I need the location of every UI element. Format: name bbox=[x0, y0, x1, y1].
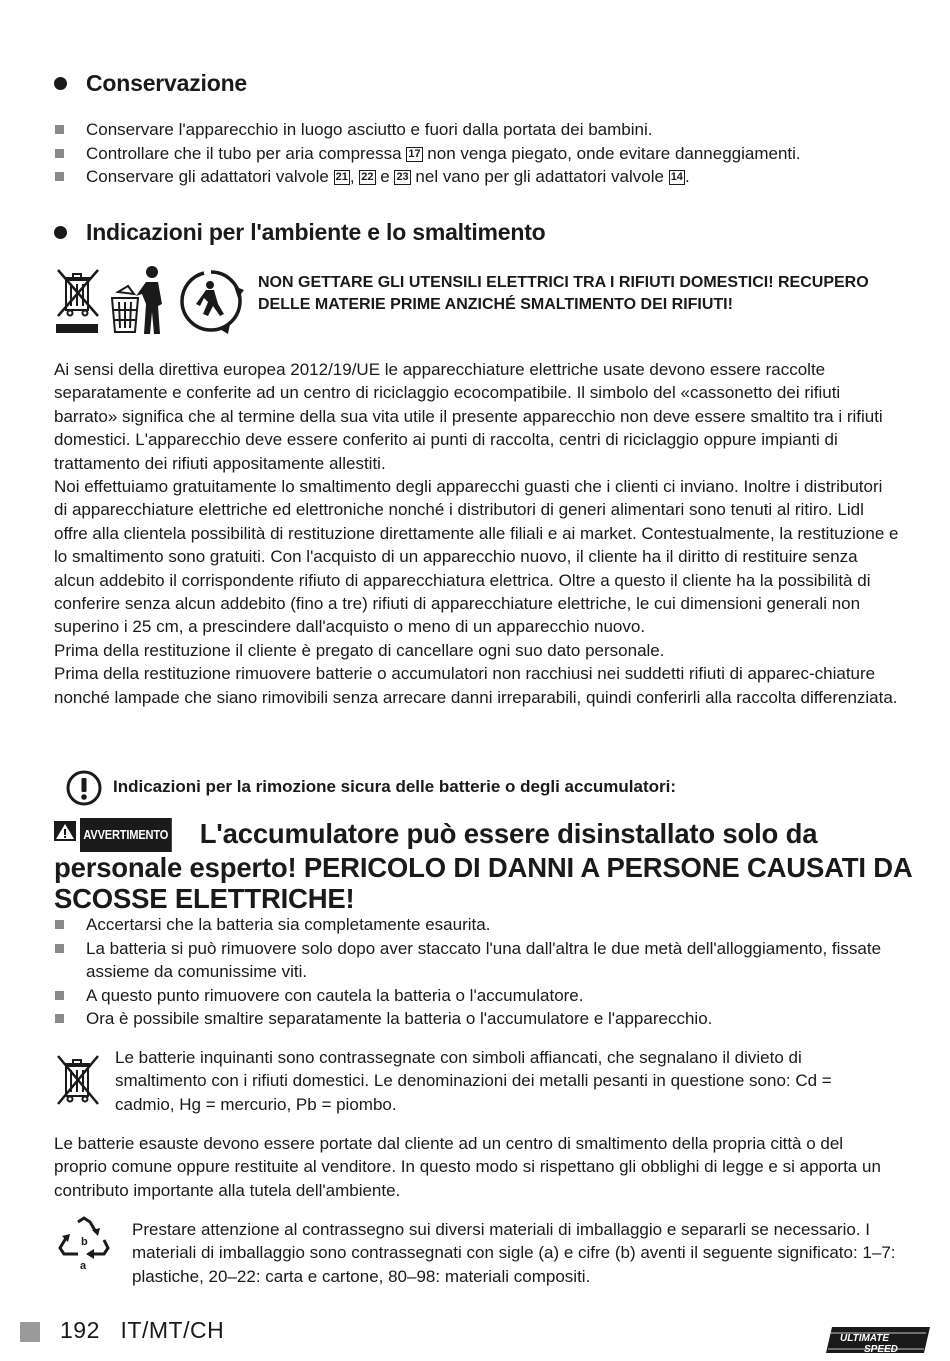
paragraph: Prima della restituzione rimuovere batterie o accumulatori non racchiusi nei suddetti rifiuti di apparec-chiature nonché lampade che siano rimovibili senza arrecare danni irreparabili, quindi conferirli alla raccolta differenziata. bbox=[54, 664, 898, 707]
recycle-b-label: b bbox=[81, 1236, 88, 1248]
list-item: Ora è possibile smaltire separatamente la batteria o l'accumulatore e l'apparecchio. bbox=[54, 1007, 904, 1031]
ultimate-speed-logo bbox=[826, 1325, 930, 1355]
list-item-text: nel vano per gli adattatori valvole bbox=[410, 167, 669, 186]
list-item: La batteria si può rimuovere solo dopo aver staccato l'una dall'altra le due metà dell'alloggiamento, fissate assieme da comunissime viti. bbox=[54, 937, 904, 984]
warning-triangle-icon bbox=[54, 821, 76, 841]
storage-list bbox=[54, 118, 904, 189]
ref-number: 23 bbox=[396, 171, 409, 183]
battery-notice-title: Indicazioni per la rimozione sicura delle batterie o degli accumulatori: bbox=[113, 777, 677, 796]
heavy-metals-text: Le batterie inquinanti sono contrassegnate con simboli affiancati, che segnalano il divieto di smaltimento con i rifiuti domestici. Le denominazioni dei metalli pesanti in questione sono: Cd = cadmio, Hg = mercurio, Pb = piombo. bbox=[115, 1048, 832, 1114]
logo-line2: SPEED bbox=[864, 1344, 898, 1355]
footer-page-info bbox=[60, 1317, 224, 1344]
paragraph: Noi effettuiamo gratuitamente lo smaltimento degli apparecchi guasti che i clienti ci inviano. Inoltre i distributori di apparecchiature elettriche ed elettroniche nonché i distributori di generi alimentari sono tenuti al ritiro. Lidl offre alla clientela possibilità di restituzione direttamente alle filiali e ai market. Contestualmente, la restituzione e lo smaltimento sono gratuiti. Con l'acquisto di un apparecchio nuovo, il cliente ha il diritto di restituire senza alcun addebito il corrispondente rifiuto di apparecchiatura elettrica. Oltre a questo il cliente ha la possibilità di conferire senza alcun addebito (fino a tre) rifiuti di apparecchiature elettriche, le cui dimensioni generali non superino i 25 cm, a prescindere dall'acquisto o meno di un apparecchio nuovo. bbox=[54, 477, 899, 637]
big-warning bbox=[54, 818, 914, 915]
recycle-a-label: a bbox=[80, 1260, 87, 1272]
list-item bbox=[54, 165, 904, 189]
warning-label: AVVERTIMENTO bbox=[80, 818, 172, 852]
heading-storage bbox=[54, 70, 247, 97]
ref-number: 21 bbox=[335, 171, 348, 183]
heading-environment bbox=[54, 219, 546, 246]
environment-warning: NON GETTARE GLI UTENSILI ELETTRICI TRA I RIFIUTI DOMESTICI! RECUPERO DELLE MATERIE PRIME ANZICHÉ SMALTIMENTO DEI RIFIUTI! bbox=[258, 274, 869, 313]
paragraph: Prima della restituzione il cliente è pregato di cancellare ogni suo dato personale. bbox=[54, 640, 665, 660]
logo-line1: ULTIMATE bbox=[840, 1333, 890, 1344]
list-item-text: non venga piegato, onde evitare danneggiamenti. bbox=[422, 143, 801, 163]
bullet-dot-icon bbox=[54, 77, 67, 90]
recycle-symbol-icon bbox=[178, 268, 244, 334]
environment-text bbox=[54, 358, 899, 709]
list-item-text: , bbox=[349, 167, 360, 186]
disposal-text: Le batterie esauste devono essere portate dal cliente ad un centro di smaltimento della propria città o del proprio comune oppure restituite al venditore. In questo modo si rispettano gli obblighi di legge e si apporta un contributo importante alla tutela dell'ambiente. bbox=[54, 1134, 881, 1200]
person-bin-icon bbox=[108, 264, 168, 336]
footer-marker bbox=[20, 1322, 40, 1342]
exclamation-circle-icon bbox=[66, 770, 102, 806]
paragraph: Ai sensi della direttiva europea 2012/19/UE le apparecchiature elettriche usate devono essere raccolte separatamente e conferite ad un centro di riciclaggio ecocompatibile. Il simbolo del «cassonetto dei rifiuti barrato» significa che al termine della sua vita utile il presente apparecchio non deve essere smaltito tra i rifiuti domestici. L'apparecchio deve essere conferito ai punti di raccolta, centri di riciclaggio oppure impianti di trattamento dei rifiuti appositamente allestiti. bbox=[54, 360, 883, 473]
list-item: Accertarsi che la batteria sia completamente esaurita. bbox=[54, 913, 904, 937]
ref-number: 22 bbox=[361, 171, 374, 183]
list-item bbox=[54, 118, 904, 142]
list-item-text: Controllare che il tubo per aria compressa bbox=[86, 143, 407, 163]
locale-code: IT/MT/CH bbox=[120, 1317, 225, 1343]
battery-list bbox=[54, 913, 904, 1031]
heading-environment-text: Indicazioni per l'ambiente e lo smaltimento bbox=[86, 219, 546, 245]
list-item-text: Conservare l'apparecchio in luogo asciutto e fuori dalla portata dei bambini. bbox=[86, 120, 653, 139]
heading-storage-text: Conservazione bbox=[86, 70, 248, 96]
crossed-bin-icon bbox=[54, 1052, 102, 1108]
packaging-text: Prestare attenzione al contrassegno sui diversi materiali di imballaggio e separarli se necessario. I materiali di imballaggio sono contrassegnati con sigle (a) e cifre (b) aventi il seguente significato: 1–7: plastiche, 20–22: carta e cartone, 80–98: materiali compositi. bbox=[132, 1220, 896, 1286]
list-item-text: e bbox=[375, 167, 395, 186]
ref-number: 14 bbox=[670, 171, 683, 183]
crossed-bin-icon bbox=[54, 266, 102, 336]
page-number: 192 bbox=[60, 1317, 100, 1343]
list-item-text: . bbox=[684, 167, 690, 186]
ref-number: 17 bbox=[408, 147, 421, 160]
recycle-triangle-icon bbox=[56, 1214, 112, 1272]
list-item: A questo punto rimuovere con cautela la batteria o l'accumulatore. bbox=[54, 984, 904, 1008]
list-item-text: Conservare gli adattatori valvole bbox=[86, 167, 334, 186]
bullet-dot-icon bbox=[54, 226, 67, 239]
warning-text: L'accumulatore può essere disinstallato solo da personale esperto! PERICOLO DI DANNI A PERSONE CAUSATI DA SCOSSE ELETTRICHE! bbox=[54, 818, 912, 914]
list-item bbox=[54, 142, 904, 166]
